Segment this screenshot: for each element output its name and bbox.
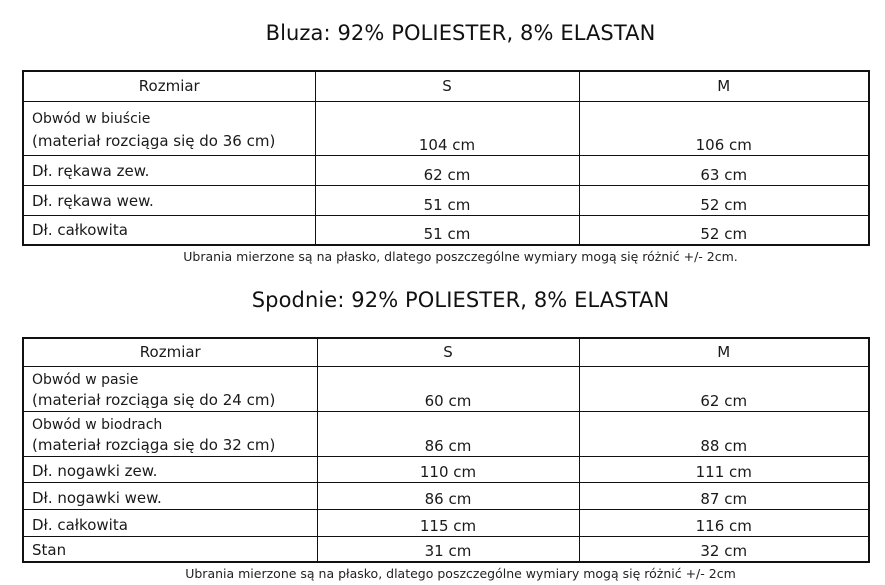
value-s: 51 cm	[315, 185, 579, 215]
value-m: 88 cm	[579, 411, 869, 456]
header-size-label: Rozmiar	[23, 338, 317, 366]
value-m: 62 cm	[579, 366, 869, 411]
header-size-m: M	[579, 338, 869, 366]
pants-table-title: Spodnie: 92% POLIESTER, 8% ELASTAN	[251, 288, 670, 312]
measurement-note: Ubrania mierzone są na płasko, dlatego poszczególne wymiary mogą się różnić +/- 2cm.	[183, 249, 738, 264]
row-label-line2: (materiał rozciąga się do 24 cm)	[32, 390, 276, 409]
table-row	[23, 101, 869, 155]
row-label	[23, 366, 317, 411]
table-row	[23, 366, 869, 411]
row-label-line2: (materiał rozciąga się do 36 cm)	[32, 131, 276, 150]
blouse-size-table	[22, 70, 870, 246]
value-s: 62 cm	[315, 155, 579, 185]
header-size-s: S	[315, 71, 579, 101]
row-label	[23, 101, 315, 155]
table-row	[23, 411, 869, 456]
value-m: 106 cm	[579, 101, 869, 155]
value-m: 63 cm	[579, 155, 869, 185]
table-row	[23, 456, 869, 482]
row-label-line2: (materiał rozciąga się do 32 cm)	[32, 435, 276, 454]
value-s: 110 cm	[317, 456, 579, 482]
value-s: 86 cm	[317, 482, 579, 509]
row-label: Dł. całkowita	[23, 215, 315, 245]
table-row	[23, 536, 869, 562]
row-label: Dł. rękawa zew.	[23, 155, 315, 185]
value-s: 31 cm	[317, 536, 579, 562]
measurement-note: Ubrania mierzone są na płasko, dlatego poszczególne wymiary mogą się różnić +/- 2cm	[185, 566, 736, 581]
blouse-table-title: Bluza: 92% POLIESTER, 8% ELASTAN	[265, 21, 656, 45]
row-label: Dł. nogawki wew.	[23, 482, 317, 509]
row-label-line1: Obwód w biodrach	[32, 416, 163, 433]
value-s: 104 cm	[315, 101, 579, 155]
row-label: Dł. nogawki zew.	[23, 456, 317, 482]
row-label: Dł. całkowita	[23, 509, 317, 536]
table-header-row	[23, 338, 869, 366]
row-label: Dł. rękawa wew.	[23, 185, 315, 215]
value-m: 32 cm	[579, 536, 869, 562]
header-size-s: S	[317, 338, 579, 366]
pants-size-table	[22, 337, 870, 563]
value-s: 86 cm	[317, 411, 579, 456]
table-row	[23, 509, 869, 536]
header-size-label: Rozmiar	[23, 71, 315, 101]
value-s: 60 cm	[317, 366, 579, 411]
value-m: 111 cm	[579, 456, 869, 482]
value-s: 51 cm	[315, 215, 579, 245]
table-row	[23, 185, 869, 215]
row-label: Stan	[23, 536, 317, 562]
table-row	[23, 215, 869, 245]
row-label-line1: Obwód w pasie	[32, 371, 139, 388]
header-size-m: M	[579, 71, 869, 101]
value-m: 52 cm	[579, 215, 869, 245]
value-m: 116 cm	[579, 509, 869, 536]
value-s: 115 cm	[317, 509, 579, 536]
value-m: 52 cm	[579, 185, 869, 215]
table-row	[23, 155, 869, 185]
table-row	[23, 482, 869, 509]
value-m: 87 cm	[579, 482, 869, 509]
row-label-line1: Obwód w biuście	[32, 110, 151, 127]
table-header-row	[23, 71, 869, 101]
row-label	[23, 411, 317, 456]
